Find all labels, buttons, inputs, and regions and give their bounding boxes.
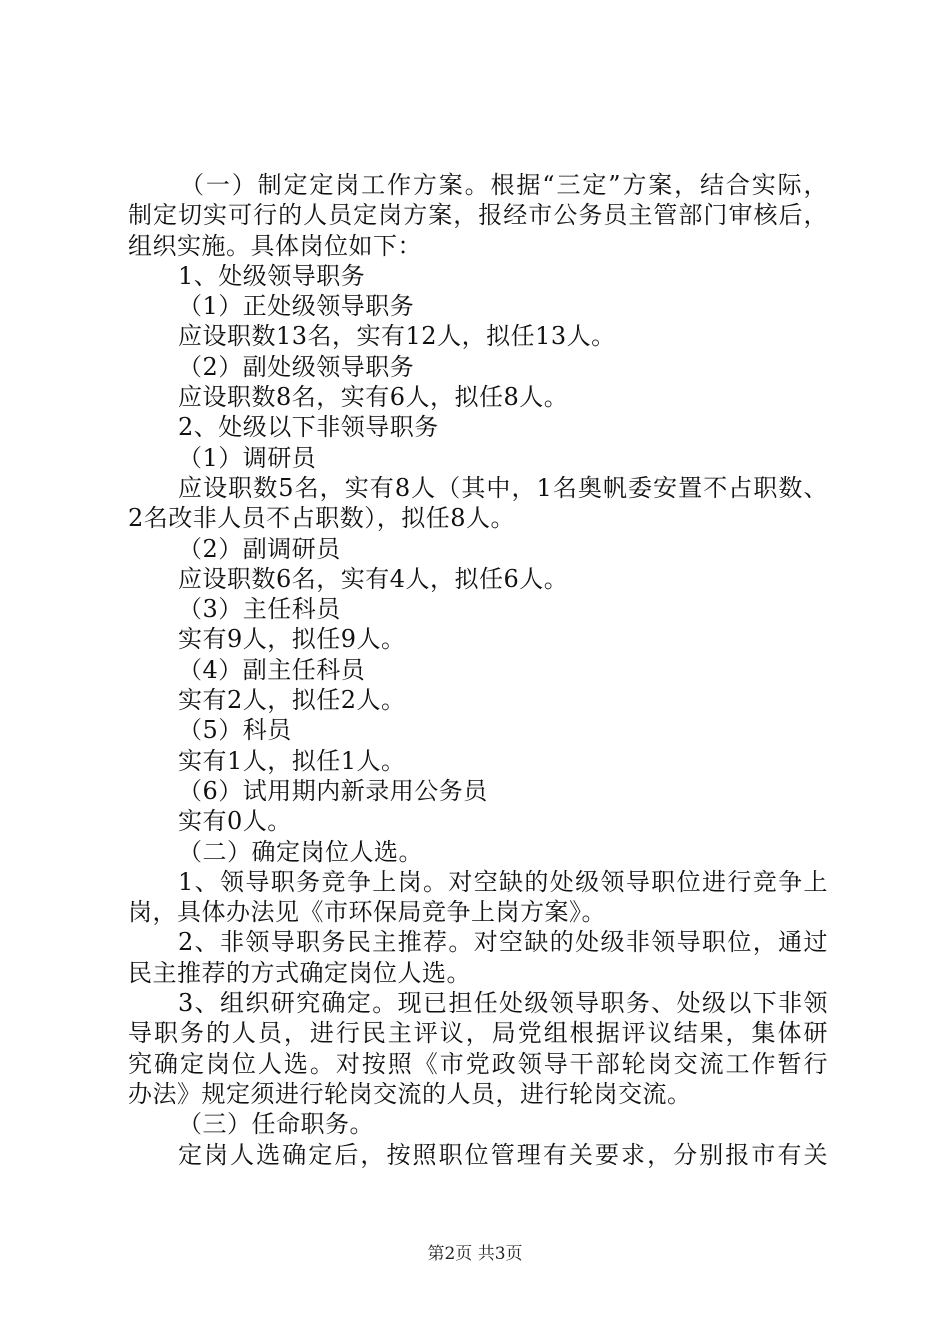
paragraph-line: 应设职数5名，实有8人（其中，1名奥帆委安置不占职数、 [178, 473, 828, 502]
paragraph-line: 应设职数13名，实有12人，拟任13人。 [178, 322, 616, 351]
paragraph-line: 组织实施。具体岗位如下： [128, 231, 422, 260]
subsection-heading: （6）试用期内新录用公务员 [178, 776, 488, 805]
section-heading: 1、处级领导职务 [178, 261, 366, 290]
subsection-heading: （5）科员 [178, 716, 292, 745]
section-heading: 2、处级以下非领导职务 [178, 413, 439, 442]
paragraph-line: （一）制定定岗工作方案。根据“三定”方案，结合实际， [180, 171, 828, 199]
section-heading: （三）任命职务。 [178, 1110, 374, 1139]
page-footer: 第2页 共3页 [427, 1244, 523, 1264]
paragraph-line: 实有0人。 [178, 807, 292, 836]
paragraph-line: 办法》规定须进行轮岗交流的人员，进行轮岗交流。 [128, 1079, 692, 1108]
paragraph-line: 3、组织研究确定。现已担任处级领导职务、处级以下非领 [178, 989, 828, 1018]
paragraph-line: 岗，具体办法见《市环保局竞争上岗方案》。 [128, 898, 606, 927]
paragraph-line: 应设职数6名，实有4人，拟任6人。 [178, 564, 569, 593]
subsection-heading: （3）主任科员 [178, 595, 341, 624]
subsection-heading: （4）副主任科员 [178, 655, 366, 684]
paragraph-line: 制定切实可行的人员定岗方案，报经市公务员主管部门审核后， [128, 201, 828, 230]
paragraph-line: 定岗人选确定后，按照职位管理有关要求，分别报市有关 [178, 1140, 828, 1169]
paragraph-line: 实有9人，拟任9人。 [178, 625, 406, 654]
subsection-heading: （1）调研员 [178, 443, 317, 472]
subsection-heading: （2）副调研员 [178, 534, 341, 563]
paragraph-line: 究确定岗位人选。对按照《市党政领导干部轮岗交流工作暂行 [128, 1049, 828, 1078]
paragraph-line: 民主推荐的方式确定岗位人选。 [128, 958, 471, 987]
paragraph-line: 2名改非人员不占职数），拟任8人。 [128, 504, 516, 533]
paragraph-line: 应设职数8名，实有6人，拟任8人。 [178, 383, 569, 412]
document-body [128, 170, 828, 1170]
subsection-heading: （1）正处级领导职务 [178, 292, 415, 321]
paragraph-line: 1、领导职务竞争上岗。对空缺的处级领导职位进行竞争上 [178, 867, 828, 896]
paragraph-line: 实有2人，拟任2人。 [178, 686, 406, 715]
subsection-heading: （2）副处级领导职务 [178, 352, 415, 381]
paragraph-line: 2、非领导职务民主推荐。对空缺的处级非领导职位，通过 [178, 928, 828, 957]
paragraph-line: 实有1人，拟任1人。 [178, 746, 406, 775]
section-heading: （二）确定岗位人选。 [178, 837, 423, 866]
paragraph-line: 导职务的人员，进行民主评议，局党组根据评议结果，集体研 [128, 1019, 828, 1048]
